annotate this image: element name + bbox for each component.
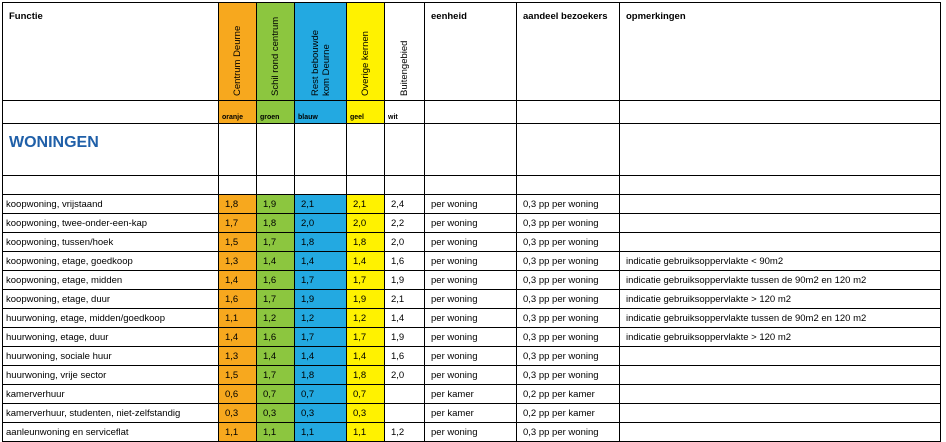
row-aandeel: 0,3 pp per woning [517, 347, 620, 366]
value-schil: 1,4 [257, 252, 295, 271]
zone-code-oranje: oranje [219, 101, 257, 124]
section-title: WONINGEN [3, 124, 219, 176]
value-buitengebied: 1,2 [385, 423, 425, 442]
row-eenheid: per woning [425, 347, 517, 366]
row-aandeel: 0,3 pp per woning [517, 290, 620, 309]
row-aandeel: 0,2 pp per kamer [517, 404, 620, 423]
value-centrum: 1,3 [219, 347, 257, 366]
parking-norms-table [2, 2, 941, 442]
value-rest: 1,4 [295, 252, 347, 271]
value-schil: 1,2 [257, 309, 295, 328]
value-buitengebied: 1,6 [385, 347, 425, 366]
empty-cell [3, 101, 219, 124]
row-eenheid: per woning [425, 328, 517, 347]
row-opmerking [620, 404, 941, 423]
table-row [3, 214, 941, 233]
value-schil: 1,4 [257, 347, 295, 366]
value-rest: 0,3 [295, 404, 347, 423]
table-row [3, 271, 941, 290]
value-centrum: 1,6 [219, 290, 257, 309]
value-centrum: 1,1 [219, 423, 257, 442]
value-rest: 1,9 [295, 290, 347, 309]
value-schil: 0,3 [257, 404, 295, 423]
value-buitengebied: 2,2 [385, 214, 425, 233]
empty-cell [257, 176, 295, 195]
row-aandeel: 0,3 pp per woning [517, 195, 620, 214]
value-centrum: 1,4 [219, 328, 257, 347]
row-functie: kamerverhuur, studenten, niet-zelfstandig [3, 404, 219, 423]
empty-cell [620, 101, 941, 124]
header-row [3, 3, 941, 101]
value-overige: 2,1 [347, 195, 385, 214]
row-functie: huurwoning, vrije sector [3, 366, 219, 385]
value-schil: 1,6 [257, 328, 295, 347]
empty-cell [347, 176, 385, 195]
row-opmerking: indicatie gebruiksoppervlakte tussen de 90m2 en 120 m2 [620, 309, 941, 328]
row-opmerking [620, 214, 941, 233]
zone-header-buitengebied: Buitengebied [385, 3, 425, 101]
empty-cell [3, 176, 219, 195]
table-row [3, 366, 941, 385]
value-schil: 0,7 [257, 385, 295, 404]
table-row [3, 423, 941, 442]
row-functie: koopwoning, etage, midden [3, 271, 219, 290]
empty-cell [219, 124, 257, 176]
empty-cell [219, 176, 257, 195]
row-eenheid: per woning [425, 290, 517, 309]
empty-cell [425, 176, 517, 195]
value-schil: 1,8 [257, 214, 295, 233]
value-overige: 0,7 [347, 385, 385, 404]
value-rest: 2,1 [295, 195, 347, 214]
column-header-aandeel: aandeel bezoekers [517, 3, 620, 101]
row-functie: koopwoning, etage, duur [3, 290, 219, 309]
row-eenheid: per woning [425, 423, 517, 442]
zone-code-blauw: blauw [295, 101, 347, 124]
value-rest: 0,7 [295, 385, 347, 404]
empty-cell [620, 176, 941, 195]
row-opmerking [620, 347, 941, 366]
row-functie: aanleunwoning en serviceflat [3, 423, 219, 442]
table-row [3, 252, 941, 271]
column-header-functie: Functie [3, 3, 219, 101]
value-schil: 1,1 [257, 423, 295, 442]
value-schil: 1,7 [257, 366, 295, 385]
row-aandeel: 0,3 pp per woning [517, 233, 620, 252]
value-centrum: 1,4 [219, 271, 257, 290]
value-buitengebied: 2,1 [385, 290, 425, 309]
row-eenheid: per woning [425, 271, 517, 290]
row-functie: huurwoning, etage, midden/goedkoop [3, 309, 219, 328]
empty-cell [295, 124, 347, 176]
row-eenheid: per woning [425, 214, 517, 233]
value-overige: 0,3 [347, 404, 385, 423]
value-overige: 1,1 [347, 423, 385, 442]
value-centrum: 0,3 [219, 404, 257, 423]
zone-header-rest: Rest bebouwde kom Deurne [295, 3, 347, 101]
value-centrum: 1,5 [219, 233, 257, 252]
row-eenheid: per woning [425, 252, 517, 271]
value-rest: 1,1 [295, 423, 347, 442]
value-buitengebied: 2,0 [385, 233, 425, 252]
value-centrum: 1,1 [219, 309, 257, 328]
row-opmerking: indicatie gebruiksoppervlakte > 120 m2 [620, 328, 941, 347]
value-rest: 1,7 [295, 328, 347, 347]
table-row [3, 385, 941, 404]
spacer-row [3, 176, 941, 195]
color-code-row [3, 101, 941, 124]
empty-cell [517, 101, 620, 124]
row-aandeel: 0,3 pp per woning [517, 309, 620, 328]
empty-cell [620, 124, 941, 176]
zone-header-overige: Overige kernen [347, 3, 385, 101]
value-buitengebied [385, 404, 425, 423]
row-opmerking [620, 385, 941, 404]
value-buitengebied: 1,9 [385, 271, 425, 290]
empty-cell [517, 176, 620, 195]
row-eenheid: per woning [425, 366, 517, 385]
row-eenheid: per kamer [425, 404, 517, 423]
value-buitengebied: 2,0 [385, 366, 425, 385]
empty-cell [425, 101, 517, 124]
row-opmerking [620, 233, 941, 252]
row-aandeel: 0,3 pp per woning [517, 252, 620, 271]
value-schil: 1,7 [257, 233, 295, 252]
row-opmerking [620, 195, 941, 214]
value-buitengebied: 2,4 [385, 195, 425, 214]
zone-code-geel: geel [347, 101, 385, 124]
value-schil: 1,6 [257, 271, 295, 290]
value-overige: 1,4 [347, 252, 385, 271]
empty-cell [347, 124, 385, 176]
value-centrum: 1,5 [219, 366, 257, 385]
row-eenheid: per woning [425, 233, 517, 252]
empty-cell [425, 124, 517, 176]
table-row [3, 290, 941, 309]
empty-cell [517, 124, 620, 176]
row-opmerking: indicatie gebruiksoppervlakte < 90m2 [620, 252, 941, 271]
table-row [3, 195, 941, 214]
value-centrum: 1,8 [219, 195, 257, 214]
row-opmerking [620, 366, 941, 385]
value-centrum: 1,3 [219, 252, 257, 271]
row-opmerking [620, 423, 941, 442]
value-rest: 1,4 [295, 347, 347, 366]
row-eenheid: per woning [425, 309, 517, 328]
table-row [3, 233, 941, 252]
row-functie: koopwoning, twee-onder-een-kap [3, 214, 219, 233]
row-aandeel: 0,3 pp per woning [517, 366, 620, 385]
zone-header-schil: Schil rond centrum [257, 3, 295, 101]
table-row [3, 309, 941, 328]
value-schil: 1,9 [257, 195, 295, 214]
row-aandeel: 0,3 pp per woning [517, 423, 620, 442]
row-aandeel: 0,3 pp per woning [517, 328, 620, 347]
table-row [3, 328, 941, 347]
value-buitengebied [385, 385, 425, 404]
table-row [3, 404, 941, 423]
zone-code-wit: wit [385, 101, 425, 124]
row-eenheid: per woning [425, 195, 517, 214]
empty-cell [257, 124, 295, 176]
empty-cell [295, 176, 347, 195]
value-rest: 1,2 [295, 309, 347, 328]
value-buitengebied: 1,6 [385, 252, 425, 271]
row-functie: huurwoning, etage, duur [3, 328, 219, 347]
row-functie: koopwoning, vrijstaand [3, 195, 219, 214]
value-overige: 1,2 [347, 309, 385, 328]
value-overige: 1,8 [347, 233, 385, 252]
value-rest: 1,7 [295, 271, 347, 290]
row-functie: kamerverhuur [3, 385, 219, 404]
row-functie: koopwoning, etage, goedkoop [3, 252, 219, 271]
value-rest: 2,0 [295, 214, 347, 233]
row-aandeel: 0,3 pp per woning [517, 271, 620, 290]
value-schil: 1,7 [257, 290, 295, 309]
value-overige: 1,4 [347, 347, 385, 366]
row-eenheid: per kamer [425, 385, 517, 404]
value-rest: 1,8 [295, 366, 347, 385]
row-aandeel: 0,3 pp per woning [517, 214, 620, 233]
value-rest: 1,8 [295, 233, 347, 252]
row-aandeel: 0,2 pp per kamer [517, 385, 620, 404]
zone-header-centrum: Centrum Deurne [219, 3, 257, 101]
value-buitengebied: 1,9 [385, 328, 425, 347]
empty-cell [385, 124, 425, 176]
table-row [3, 347, 941, 366]
column-header-eenheid: eenheid [425, 3, 517, 101]
empty-cell [385, 176, 425, 195]
value-centrum: 0,6 [219, 385, 257, 404]
row-functie: huurwoning, sociale huur [3, 347, 219, 366]
section-row [3, 124, 941, 176]
value-overige: 1,7 [347, 328, 385, 347]
value-centrum: 1,7 [219, 214, 257, 233]
value-overige: 1,9 [347, 290, 385, 309]
column-header-opmerkingen: opmerkingen [620, 3, 941, 101]
row-opmerking: indicatie gebruiksoppervlakte > 120 m2 [620, 290, 941, 309]
value-buitengebied: 1,4 [385, 309, 425, 328]
row-functie: koopwoning, tussen/hoek [3, 233, 219, 252]
value-overige: 2,0 [347, 214, 385, 233]
zone-code-groen: groen [257, 101, 295, 124]
row-opmerking: indicatie gebruiksoppervlakte tussen de 90m2 en 120 m2 [620, 271, 941, 290]
value-overige: 1,7 [347, 271, 385, 290]
value-overige: 1,8 [347, 366, 385, 385]
